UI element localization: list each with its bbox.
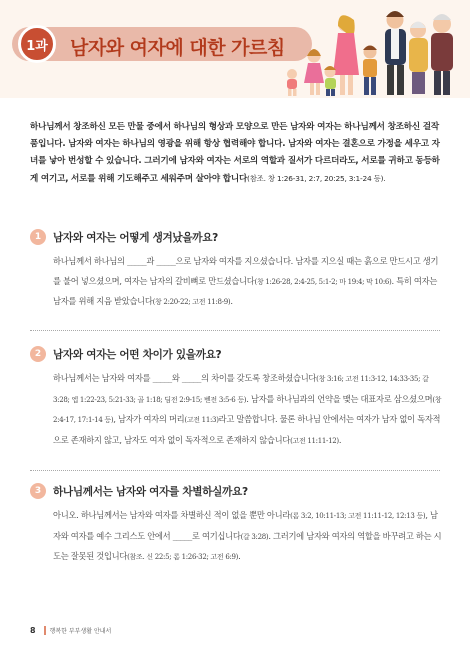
- question-answer: [53, 369, 442, 451]
- question-3: [30, 482, 442, 568]
- question-heading: [30, 482, 442, 500]
- question-title: 하나님께서는 남자와 여자를 차별하실까요?: [53, 485, 248, 498]
- baby-figure: [287, 69, 297, 96]
- question-title: 남자와 여자는 어떻게 생겨났을까요?: [53, 231, 219, 244]
- question-heading: [30, 345, 442, 363]
- answer-text: , 남자가 여자의 머리: [113, 414, 185, 424]
- answer-text: 라고 말씀합니다. 물론 하나님 안에서는 여자가 남자 없이 독자적으로 존재하지 않고, 남자도 여자 없이 독자적으로 존재하지 않습니다: [53, 414, 441, 445]
- scripture-reference: (갈 3:28): [240, 532, 269, 541]
- father-figure: [385, 11, 406, 95]
- question-number: 1: [30, 229, 46, 245]
- lesson-title: 남자와 여자에 대한 가르침: [70, 37, 285, 59]
- section-divider: [30, 330, 440, 331]
- lesson-header: [0, 0, 470, 98]
- boy-figure: [363, 46, 377, 96]
- question-answer: [53, 506, 442, 568]
- scripture-reference: (참조. 신 22:5; 롬 1:26-32; 고전 6:9): [127, 553, 239, 561]
- answer-text: . 남자를 하나님과의 언약을 맺는 대표자로 삼으셨으며: [246, 393, 433, 404]
- answer-text: . 그러기에 남자와 여자의 역할을 바꾸려고 하는 시도는 잘못된 것입니다: [53, 530, 442, 561]
- page-footer: [30, 626, 111, 635]
- footer-accent-bar: [44, 626, 46, 635]
- answer-text: 하나님께서는 남자와 여자를 _____와 _____의 차이를 갖도록 창조하셨습니다: [53, 373, 317, 383]
- answer-text: , 남자와 여자를 예수 그리스도 안에서 _____로 여기십니다: [53, 510, 438, 541]
- answer-text: .: [338, 434, 342, 445]
- section-divider: [30, 470, 440, 471]
- family-illustration: [272, 2, 468, 98]
- intro-reference: (참조. 창 1:26-31, 2:7, 20:25, 3:1-24 등).: [247, 174, 386, 183]
- lesson-number-badge: 1과: [18, 25, 56, 63]
- question-title: 남자와 여자는 어떤 차이가 있을까요?: [53, 348, 222, 361]
- question-number: 3: [30, 483, 46, 499]
- question-2: [30, 345, 442, 451]
- answer-text: 아니오. 하나님께서는 남자와 여자를 차별하신 적이 없을 뿐만 아니라: [53, 510, 291, 520]
- girl-figure: [304, 49, 324, 95]
- question-answer: [53, 252, 442, 313]
- mother-figure: [333, 15, 359, 95]
- scripture-reference: (창 2:4-17, 17:1-14 등): [53, 395, 442, 424]
- intro-text: 하나님께서 창조하신 모든 만물 중에서 하나님의 형상과 모양으로 만든 남자와 여자는 하나님께서 창조하신 걸작품입니다. 남자와 여자는 하나님의 영광을 위해 항상 협력해야 합니다. 남자와 여자는 결혼으로 가정을 세우고 자녀를 낳아 번성할 수 있습니다. 그러기에 남자와 여자는 서로의 역할과 질서가 다르더라도, 서로를 귀하고 동등하게 여기고, 서로를 위해 기도해주고 세워주며 살아야 합니다: [30, 122, 440, 184]
- question-heading: [30, 228, 442, 246]
- answer-text: .: [238, 551, 241, 561]
- grandmother-figure: [409, 22, 428, 95]
- page-number: 8: [30, 626, 36, 635]
- scripture-reference: (롬 3:2, 10:11-13; 고전 11:11-12, 12:13 등): [290, 512, 426, 520]
- answer-text: . 특히 여자는 남자를 위해 지음 받았습니다: [53, 275, 438, 306]
- book-title: 행복한 부부생활 안내서: [49, 628, 112, 635]
- intro-paragraph: [30, 119, 442, 188]
- answer-text: .: [230, 296, 233, 306]
- grandfather-figure: [431, 14, 453, 95]
- scripture-reference: (고전 11:3): [184, 416, 219, 424]
- question-1: [30, 228, 442, 313]
- scripture-reference: (고전 11:11-12): [290, 436, 339, 445]
- scripture-reference: (창 2:20-22; 고전 11:8-9): [152, 298, 231, 306]
- toddler-figure: [324, 66, 336, 96]
- scripture-reference: (창 1:26-28, 2:4-25, 5:1-2; 마 19:4; 막 10:6): [254, 277, 392, 286]
- scripture-reference: (창 3:16; 고전 11:3-12, 14:33-35; 갈 3:28; 엡 1:22-23, 5:21-33; 골 1:18; 딤전 2:9-15; 벧전 3:5-6 등): [53, 375, 429, 404]
- question-number: 2: [30, 346, 46, 362]
- answer-text: 하나님께서 하나님의 _____과 _____으로 남자와 여자를 지으셨습니다. 남자를 지으실 때는 흙으로 만드시고 생기를 불어 넣으셨으며, 여자는 남자의 갈비뼈로 만드셨습니다: [53, 256, 439, 286]
